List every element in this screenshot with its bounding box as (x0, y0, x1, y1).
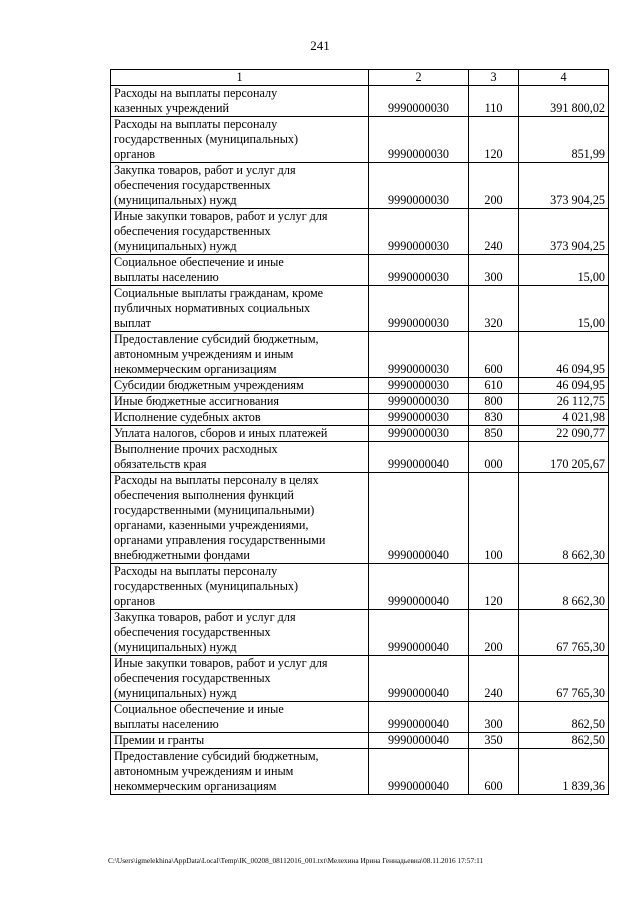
expense-name-line: Социальные выплаты гражданам, кроме (114, 286, 324, 300)
table-row (111, 86, 609, 117)
expense-name-line: Социальное обеспечение и иные (114, 255, 284, 269)
expense-name-line: Расходы на выплаты персоналу в целях (114, 473, 319, 487)
expense-name (111, 332, 369, 378)
target-code: 9990000030 (369, 117, 469, 163)
expense-type: 600 (469, 749, 519, 795)
expense-name-line: обеспечения выполнения функций (114, 488, 294, 502)
table-row (111, 610, 609, 656)
expense-name-line: Исполнение судебных актов (114, 410, 261, 424)
expense-name-line: (муниципальных) нужд (114, 640, 237, 654)
expense-name-line: Иные закупки товаров, работ и услуг для (114, 656, 328, 670)
amount: 15,00 (519, 286, 609, 332)
target-code: 9990000040 (369, 564, 469, 610)
header-col-1: 1 (111, 70, 369, 86)
expense-type: 600 (469, 332, 519, 378)
expense-name-line: органов (114, 147, 155, 161)
expense-name-line: выплат (114, 316, 151, 330)
budget-table (110, 69, 609, 795)
table-row (111, 117, 609, 163)
target-code: 9990000040 (369, 442, 469, 473)
expense-name (111, 410, 369, 426)
expense-name-line: публичных нормативных социальных (114, 301, 311, 315)
expense-type: 610 (469, 378, 519, 394)
expense-name-line: органами, казенными учреждениями, (114, 518, 309, 532)
expense-name-line: Премии и гранты (114, 733, 205, 747)
amount: 1 839,36 (519, 749, 609, 795)
page-number: 241 (310, 38, 330, 53)
amount: 67 765,30 (519, 656, 609, 702)
amount: 862,50 (519, 733, 609, 749)
expense-name-line: (муниципальных) нужд (114, 193, 237, 207)
amount: 67 765,30 (519, 610, 609, 656)
expense-type: 240 (469, 656, 519, 702)
expense-name (111, 749, 369, 795)
expense-name-line: (муниципальных) нужд (114, 239, 237, 253)
expense-name (111, 86, 369, 117)
expense-name-line: выплаты населению (114, 717, 219, 731)
expense-type: 120 (469, 564, 519, 610)
table-row (111, 394, 609, 410)
expense-name (111, 394, 369, 410)
expense-name-line: Расходы на выплаты персоналу (114, 117, 278, 131)
expense-name-line: выплаты населению (114, 270, 219, 284)
expense-type: 100 (469, 473, 519, 564)
target-code: 9990000040 (369, 473, 469, 564)
target-code: 9990000030 (369, 426, 469, 442)
amount: 15,00 (519, 255, 609, 286)
table-row (111, 410, 609, 426)
target-code: 9990000040 (369, 656, 469, 702)
expense-type: 300 (469, 702, 519, 733)
table-row (111, 733, 609, 749)
expense-name (111, 209, 369, 255)
amount: 851,99 (519, 117, 609, 163)
table-row (111, 473, 609, 564)
expense-name-line: Субсидии бюджетным учреждениям (114, 378, 304, 392)
expense-name-line: государственных (муниципальных) (114, 132, 299, 146)
expense-type: 200 (469, 610, 519, 656)
expense-name-line: Расходы на выплаты персоналу (114, 564, 278, 578)
expense-name-line: обеспечения государственных (114, 625, 271, 639)
expense-name-line: Закупка товаров, работ и услуг для (114, 163, 296, 177)
expense-name-line: автономным учреждениям и иным (114, 764, 294, 778)
expense-name-line: (муниципальных) нужд (114, 686, 237, 700)
amount: 373 904,25 (519, 209, 609, 255)
amount: 26 112,75 (519, 394, 609, 410)
expense-name-line: органов (114, 594, 155, 608)
expense-name (111, 473, 369, 564)
table-row (111, 209, 609, 255)
expense-name-line: обеспечения государственных (114, 178, 271, 192)
target-code: 9990000030 (369, 209, 469, 255)
expense-name (111, 442, 369, 473)
header-col-2: 2 (369, 70, 469, 86)
expense-name-line: государственными (муниципальными) (114, 503, 315, 517)
expense-name-line: Иные бюджетные ассигнования (114, 394, 280, 408)
amount: 46 094,95 (519, 332, 609, 378)
expense-type: 110 (469, 86, 519, 117)
expense-name-line: Социальное обеспечение и иные (114, 702, 284, 716)
expense-name-line: казенных учреждений (114, 101, 230, 115)
table-row (111, 656, 609, 702)
expense-type: 350 (469, 733, 519, 749)
table-header-row (111, 70, 609, 86)
expense-name-line: обязательств края (114, 457, 207, 471)
amount: 46 094,95 (519, 378, 609, 394)
expense-name-line: автономным учреждениям и иным (114, 347, 294, 361)
expense-name-line: Уплата налогов, сборов и иных платежей (114, 426, 328, 440)
expense-type: 120 (469, 117, 519, 163)
expense-name-line: обеспечения государственных (114, 671, 271, 685)
amount: 8 662,30 (519, 473, 609, 564)
amount: 22 090,77 (519, 426, 609, 442)
expense-type: 800 (469, 394, 519, 410)
file-path-footer: C:\Users\igmelekhina\AppData\Local\Temp\IK_00208_08112016_001.txt\Мелехина Ирина Геннадьевна\08.11.2016 17:57:11 (108, 856, 484, 865)
expense-name-line: внебюджетными фондами (114, 548, 250, 562)
expense-name (111, 733, 369, 749)
expense-name (111, 286, 369, 332)
amount: 4 021,98 (519, 410, 609, 426)
target-code: 9990000040 (369, 610, 469, 656)
expense-type: 240 (469, 209, 519, 255)
amount: 373 904,25 (519, 163, 609, 209)
expense-name-line: Предоставление субсидий бюджетным, (114, 332, 319, 346)
expense-name (111, 564, 369, 610)
expense-name (111, 610, 369, 656)
expense-name-line: некоммерческим организациям (114, 779, 277, 793)
expense-type: 000 (469, 442, 519, 473)
target-code: 9990000040 (369, 702, 469, 733)
expense-name-line: органами управления государственными (114, 533, 326, 547)
expense-name-line: обеспечения государственных (114, 224, 271, 238)
expense-name (111, 702, 369, 733)
target-code: 9990000040 (369, 749, 469, 795)
table-row (111, 286, 609, 332)
amount: 170 205,67 (519, 442, 609, 473)
table-row (111, 332, 609, 378)
table-row (111, 749, 609, 795)
amount: 862,50 (519, 702, 609, 733)
expense-name (111, 426, 369, 442)
target-code: 9990000030 (369, 86, 469, 117)
expense-name-line: государственных (муниципальных) (114, 579, 299, 593)
target-code: 9990000030 (369, 255, 469, 286)
expense-type: 200 (469, 163, 519, 209)
table-row (111, 255, 609, 286)
expense-name-line: Предоставление субсидий бюджетным, (114, 749, 319, 763)
expense-name-line: Закупка товаров, работ и услуг для (114, 610, 296, 624)
header-col-3: 3 (469, 70, 519, 86)
target-code: 9990000030 (369, 286, 469, 332)
amount: 391 800,02 (519, 86, 609, 117)
target-code: 9990000040 (369, 733, 469, 749)
expense-type: 300 (469, 255, 519, 286)
table-row (111, 442, 609, 473)
target-code: 9990000030 (369, 410, 469, 426)
table-row (111, 702, 609, 733)
expense-name-line: Иные закупки товаров, работ и услуг для (114, 209, 328, 223)
table-row (111, 378, 609, 394)
expense-name-line: некоммерческим организациям (114, 362, 277, 376)
target-code: 9990000030 (369, 394, 469, 410)
expense-name (111, 656, 369, 702)
expense-name (111, 117, 369, 163)
target-code: 9990000030 (369, 332, 469, 378)
expense-name (111, 163, 369, 209)
table-row (111, 564, 609, 610)
target-code: 9990000030 (369, 378, 469, 394)
header-col-4: 4 (519, 70, 609, 86)
expense-name (111, 255, 369, 286)
expense-type: 320 (469, 286, 519, 332)
target-code: 9990000030 (369, 163, 469, 209)
expense-name-line: Расходы на выплаты персоналу (114, 86, 278, 100)
table-row (111, 426, 609, 442)
expense-name-line: Выполнение прочих расходных (114, 442, 278, 456)
amount: 8 662,30 (519, 564, 609, 610)
table-row (111, 163, 609, 209)
expense-name (111, 378, 369, 394)
expense-type: 850 (469, 426, 519, 442)
expense-type: 830 (469, 410, 519, 426)
